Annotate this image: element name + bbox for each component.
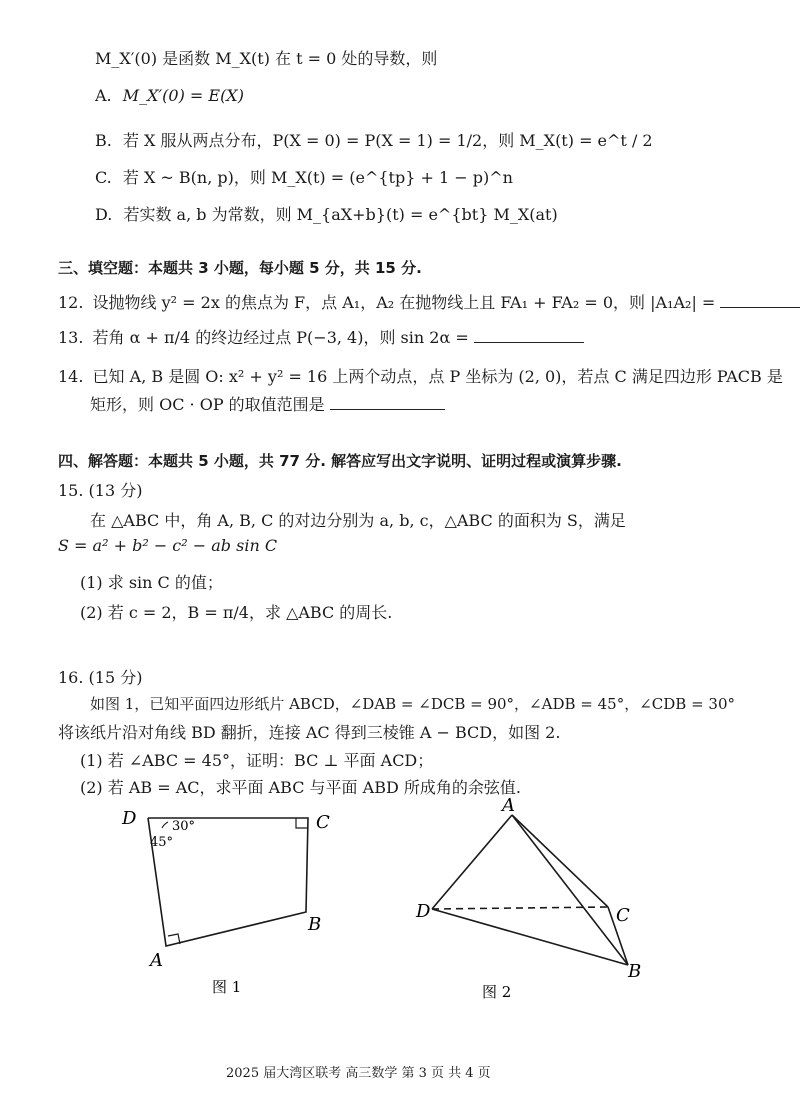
option-label: C. — [95, 168, 112, 187]
question-text: 设抛物线 y² = 2x 的焦点为 F，点 A₁，A₂ 在抛物线上且 FA₁ + FA₂ = 0，则 |A₁A₂| = — [92, 293, 716, 312]
q15-sub1: (1) 求 sin C 的值； — [80, 573, 223, 592]
question-text: 若角 α + π/4 的终边经过点 P(−3, 4)，则 sin 2α = — [92, 328, 469, 347]
q15-sub2: (2) 若 c = 2，B = π/4，求 △ABC 的周长. — [80, 603, 393, 622]
q15-header: 15. (13 分) — [58, 481, 143, 500]
question-number: 14. — [58, 367, 84, 386]
option-d — [95, 202, 558, 225]
answer-blank — [330, 395, 445, 410]
prev-question-stem: M_X′(0) 是函数 M_X(t) 在 t = 0 处的导数，则 — [95, 49, 438, 68]
figure-1 — [110, 800, 350, 1010]
q16-sub2: (2) 若 AB = AC，求平面 ABC 与平面 ABD 所成角的余弦值. — [80, 778, 521, 797]
section3-title: 三、填空题：本题共 3 小题，每小题 5 分，共 15 分. — [58, 259, 422, 277]
page-footer: 2025 届大湾区联考 高三数学 第 3 页 共 4 页 — [226, 1066, 491, 1081]
option-label: D. — [95, 205, 113, 224]
label-c: C — [316, 812, 330, 833]
question-number: 13. — [58, 328, 84, 347]
question-14-line2 — [90, 392, 445, 415]
question-14 — [58, 364, 783, 387]
section4-title: 四、解答题：本题共 5 小题，共 77 分. 解答应写出文字说明、证明过程或演算步骤. — [58, 452, 622, 470]
angle-30-label: 30° — [172, 819, 196, 834]
q16-line1: 如图 1，已知平面四边形纸片 ABCD，∠DAB = ∠DCB = 90°，∠ADB = 45°，∠CDB = 30° — [90, 695, 735, 713]
option-b — [95, 128, 653, 151]
angle-arc — [162, 822, 168, 828]
option-text: 若 X ~ B(n, p)，则 M_X(t) = (e^{tp} + 1 − p)^n — [122, 168, 513, 187]
option-label: A. — [95, 86, 112, 105]
label-d: D — [416, 901, 431, 922]
question-text: 矩形，则 OC · OP 的取值范围是 — [90, 395, 325, 414]
label-a: A — [150, 950, 163, 971]
figure-1-caption: 图 1 — [212, 978, 242, 996]
answer-blank — [720, 293, 800, 308]
option-c — [95, 165, 513, 188]
option-text: M_X′(0) = E(X) — [122, 86, 244, 105]
question-12 — [58, 290, 800, 313]
question-text: 已知 A, B 是圆 O: x² + y² = 16 上两个动点，点 P 坐标为 (2, 0)，若点 C 满足四边形 PACB 是 — [92, 367, 783, 386]
edge-dc-hidden — [432, 907, 608, 909]
q16-header: 16. (15 分) — [58, 668, 143, 687]
label-c: C — [616, 905, 630, 926]
label-b: B — [308, 914, 322, 935]
q15-line2: S = a² + b² − c² − ab sin C — [58, 536, 278, 555]
figure-2-caption: 图 2 — [482, 983, 512, 1001]
option-text: 若 X 服从两点分布，P(X = 0) = P(X = 1) = 1/2，则 M_X(t) = e^t / 2 — [122, 131, 653, 150]
edge-db — [432, 909, 628, 965]
q16-line2: 将该纸片沿对角线 BD 翻折，连接 AC 得到三棱锥 A − BCD，如图 2. — [58, 723, 561, 742]
label-b: B — [628, 961, 642, 982]
right-angle-c — [296, 818, 308, 828]
answer-blank — [474, 328, 584, 343]
label-a: A — [502, 795, 515, 816]
question-13 — [58, 325, 584, 348]
figure-2 — [410, 795, 670, 1005]
option-a — [95, 86, 244, 105]
question-number: 12. — [58, 293, 84, 312]
option-label: B. — [95, 131, 112, 150]
option-text: 若实数 a, b 为常数，则 M_{aX+b}(t) = e^{bt} M_X(at) — [123, 205, 558, 224]
edge-ad — [432, 815, 512, 909]
edge-ab — [512, 815, 628, 965]
q16-sub1: (1) 若 ∠ABC = 45°，证明：BC ⊥ 平面 ACD； — [80, 751, 434, 770]
edge-ac — [512, 815, 608, 907]
q15-line1: 在 △ABC 中，角 A, B, C 的对边分别为 a, b, c，△ABC 的面积为 S，满足 — [90, 511, 626, 530]
angle-45-label: 45° — [150, 835, 174, 850]
label-d: D — [122, 808, 137, 829]
